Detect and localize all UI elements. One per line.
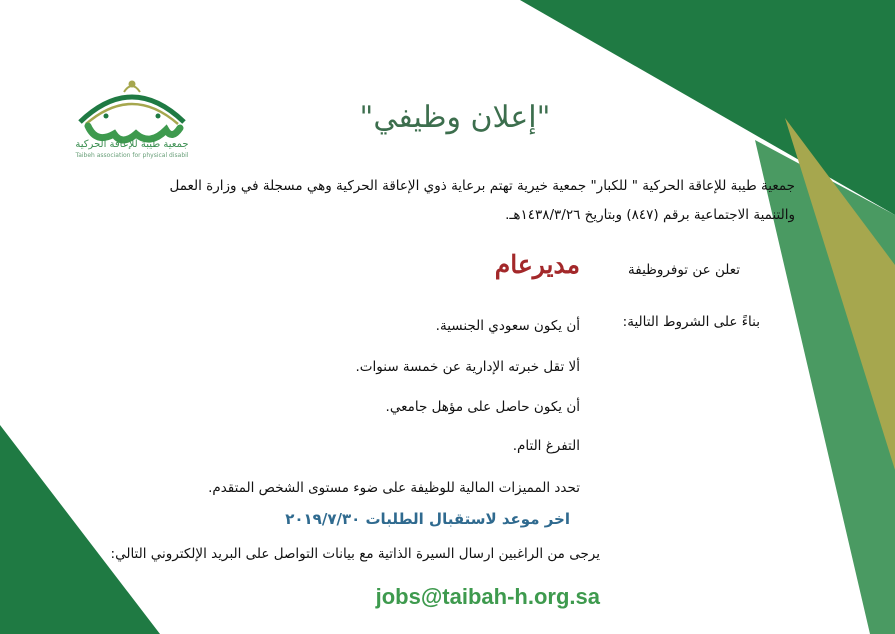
intro-line-2: والتنمية الاجتماعية برقم (٨٤٧) وبتاريخ ١٤٣٨/٣/٢٦هـ.	[505, 207, 795, 223]
condition-item: أن يكون سعودي الجنسية.	[435, 318, 580, 334]
condition-item: تحدد المميزات المالية للوظيفة على ضوء مستوى الشخص المتقدم.	[208, 480, 580, 496]
intro-line-1: جمعية طيبة للإعاقة الحركية " للكبار" جمعية خيرية تهتم برعاية ذوي الإعاقة الحركية وهي مسجلة في وزارة العمل	[169, 178, 795, 194]
conditions-label: بناءً على الشروط التالية:	[622, 314, 760, 330]
application-deadline: اخر موعد لاستقبال الطلبات ٢٠١٩/٧/٣٠	[285, 510, 570, 528]
taibah-logo	[66, 74, 198, 164]
application-request-text: يرجى من الراغبين ارسال السيرة الذاتية مع بيانات التواصل على البريد الإلكتروني التالي:	[110, 546, 600, 562]
bottom-left-green-corner	[0, 425, 160, 634]
contact-email-link[interactable]: jobs@taibah-h.org.sa	[375, 584, 600, 609]
logo-english-name: Taibeh association for physical disabil	[75, 152, 189, 159]
condition-item: ألا تقل خبرته الإدارية عن خمسة سنوات.	[355, 359, 580, 375]
job-title: مديرعام	[494, 250, 580, 279]
logo-arabic-name: جمعية طيبة للإعاقة الحركية	[75, 139, 189, 150]
announcement-title: "إعلان وظيفي"	[359, 100, 551, 135]
vacancy-label: تعلن عن توفروظيفة	[628, 262, 740, 278]
condition-item: التفرغ التام.	[512, 438, 580, 454]
condition-item: أن يكون حاصل على مؤهل جامعي.	[385, 399, 580, 415]
